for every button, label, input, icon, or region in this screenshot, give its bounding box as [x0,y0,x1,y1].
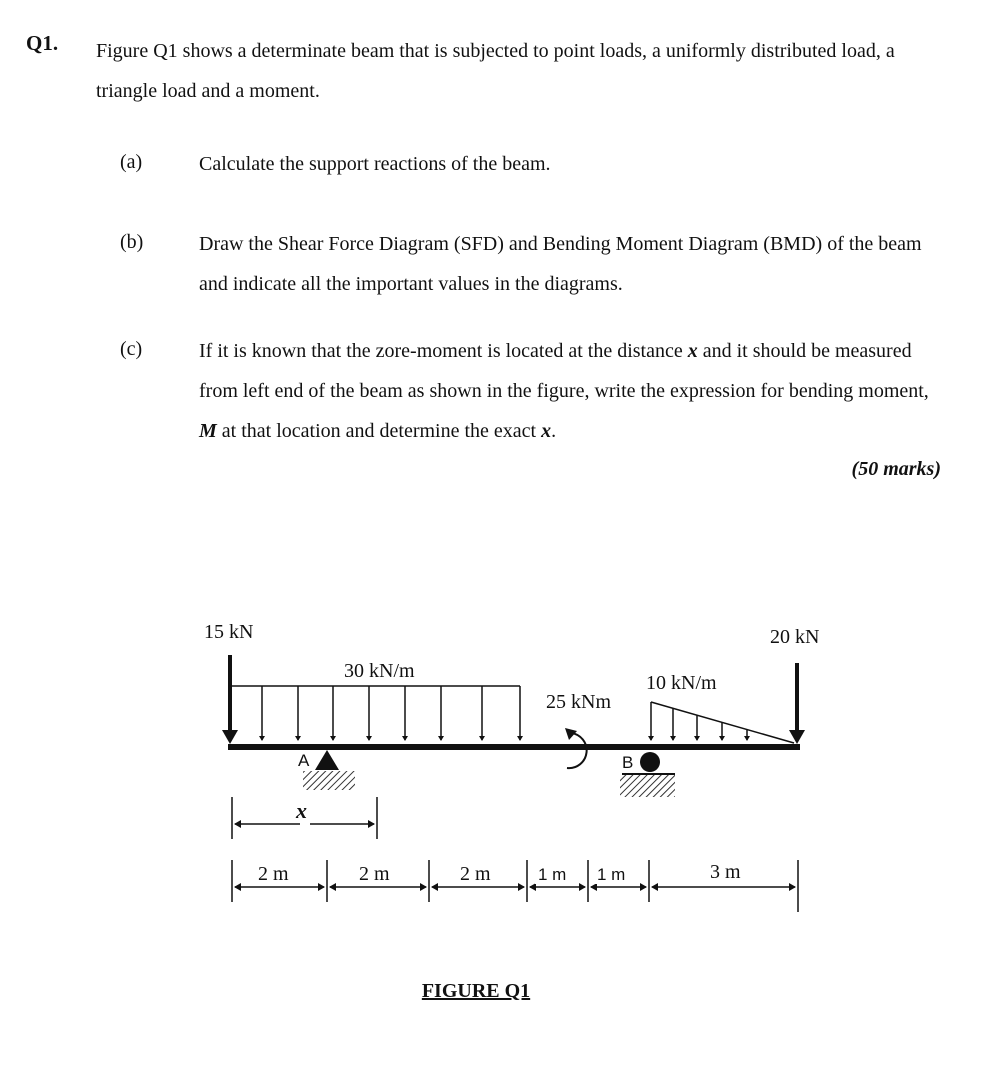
udl-load [230,686,520,740]
udl-label: 30 kN/m [344,660,415,682]
support-a [303,750,355,790]
point-load-right [789,663,805,744]
marks-label: (50 marks) [851,458,941,480]
triangle-load [651,702,794,743]
variable-x: x [687,340,698,362]
point-load-left [222,655,238,744]
triangle-load-label: 10 kN/m [646,672,717,694]
point-load-left-label: 15 kN [204,621,254,643]
part-a-text: Calculate the support reactions of the beam. [199,153,551,175]
part-b-label: (b) [120,231,144,253]
point-load-right-label: 20 kN [770,626,820,648]
variable-m: M [199,420,217,442]
support-a-label: A [298,751,310,770]
moment-label: 25 kNm [546,691,611,713]
dimension-x-label: x [296,798,307,823]
part-c-label: (c) [120,338,143,360]
part-a-label: (a) [120,151,143,173]
span-label: 3 m [710,861,741,883]
part-c-text: If it is known that the zore-moment is located at the distance x and it should be measured from left end of the beam as shown in the figure, write the expression for bending moment, M at that location and determine the exact x. [199,340,929,442]
question-number: Q1. [26,31,59,55]
support-b-label: B [622,753,634,772]
question-intro: Figure Q1 shows a determinate beam that is subjected to point loads, a uniformly distributed load, a triangle load and a moment. [96,40,895,102]
span-label: 2 m [258,863,289,885]
beam [228,744,800,750]
variable-x: x [541,420,552,442]
span-label: 1 m [538,865,567,884]
span-label: 1 m [597,865,626,884]
part-b-text: Draw the Shear Force Diagram (SFD) and Bending Moment Diagram (BMD) of the beam and indicate all the important values in the diagrams. [199,233,922,295]
figure-caption: FIGURE Q1 [421,980,531,1002]
span-label: 2 m [460,863,491,885]
span-label: 2 m [359,863,390,885]
